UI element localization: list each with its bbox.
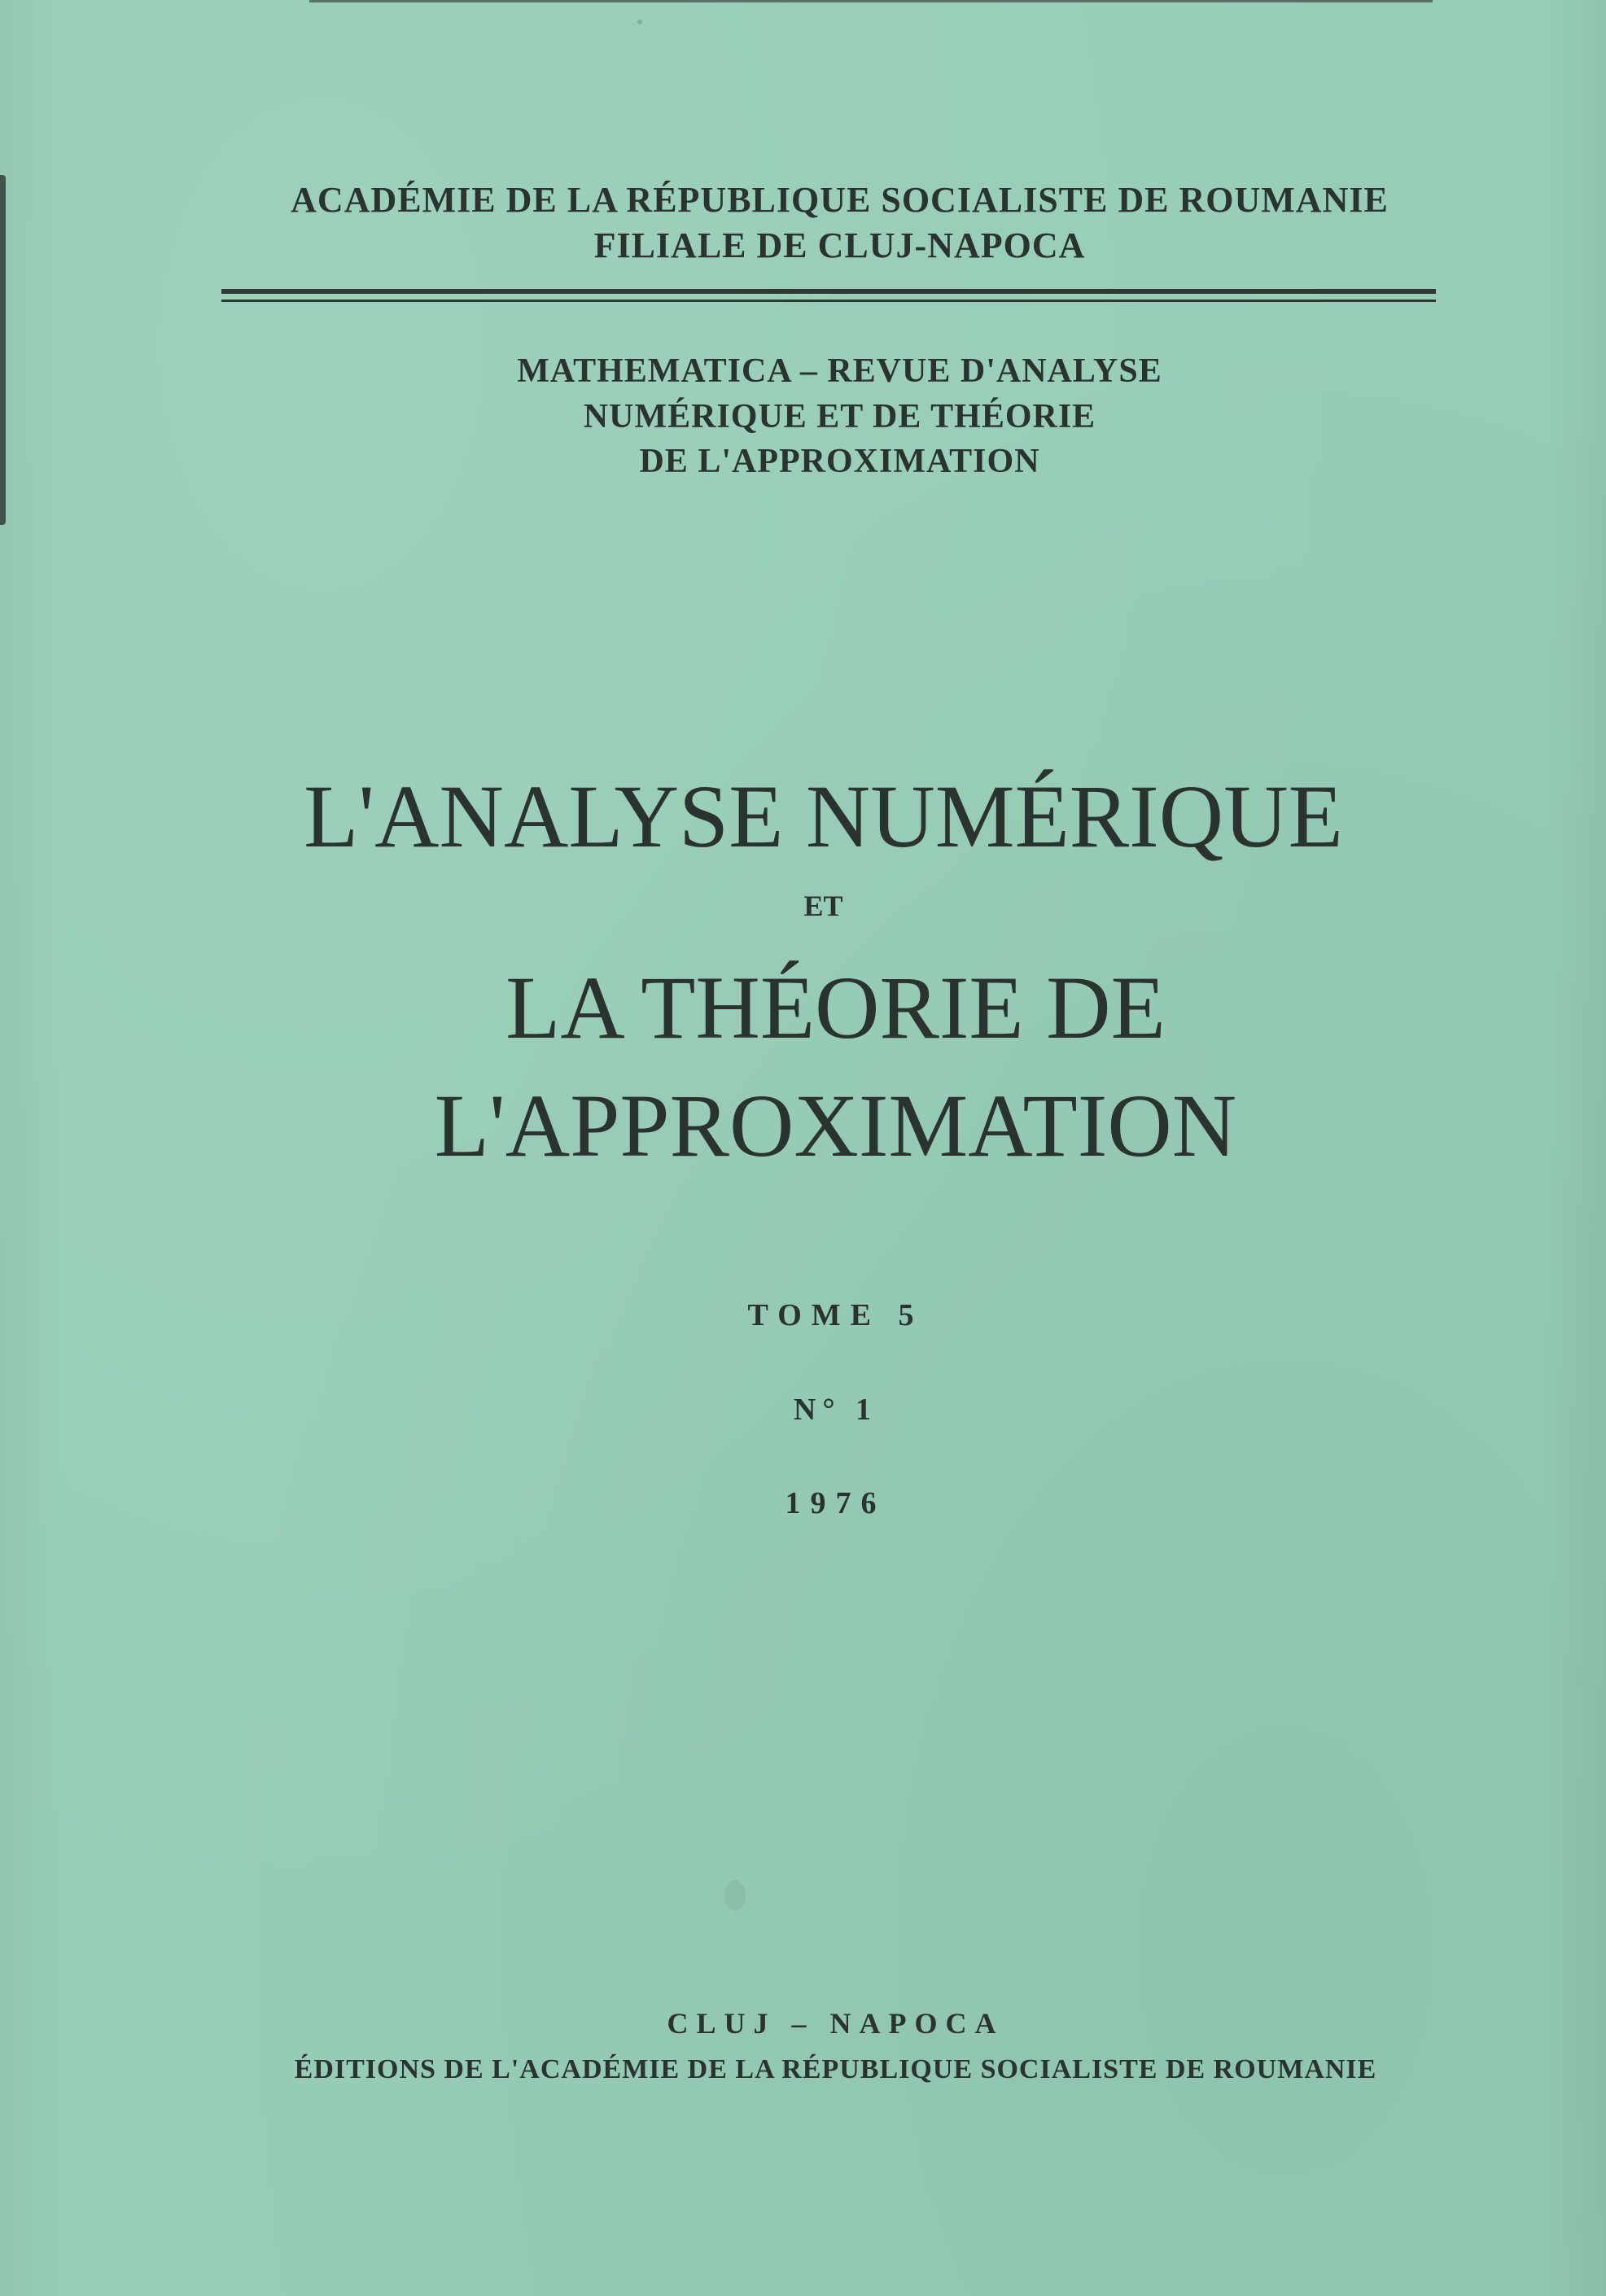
title-conjunction: ET — [803, 890, 843, 922]
title-line-1: L'ANALYSE NUMÉRIQUE — [304, 767, 1343, 866]
header-divider-thick — [221, 289, 1436, 294]
issue-number: N° 1 — [793, 1393, 878, 1427]
title-line-2: LA THÉORIE DE — [505, 958, 1166, 1057]
paper-speck — [637, 20, 642, 24]
top-edge-line — [309, 0, 1433, 2]
header-divider-thin — [221, 300, 1436, 302]
academy-name: ACADÉMIE DE LA RÉPUBLIQUE SOCIALISTE DE ROUMANIE — [291, 180, 1389, 220]
tome-label: TOME 5 — [747, 1298, 924, 1332]
paper-stain — [724, 1880, 746, 1911]
title-line-3: L'APPROXIMATION — [434, 1076, 1237, 1175]
publisher-name: ÉDITIONS DE L'ACADÉMIE DE LA RÉPUBLIQUE SOCIALISTE DE ROUMANIE — [294, 2054, 1377, 2084]
issue-year: 1976 — [785, 1486, 886, 1520]
journal-name-line-1: MATHEMATICA – REVUE D'ANALYSE — [517, 352, 1162, 390]
branch-name: FILIALE DE CLUJ-NAPOCA — [593, 225, 1086, 265]
journal-name-line-2: NUMÉRIQUE ET DE THÉORIE — [583, 398, 1096, 435]
journal-name-line-3: DE L'APPROXIMATION — [639, 443, 1040, 480]
publication-city: CLUJ – NAPOCA — [667, 2007, 1004, 2040]
spine-mark — [0, 175, 6, 525]
